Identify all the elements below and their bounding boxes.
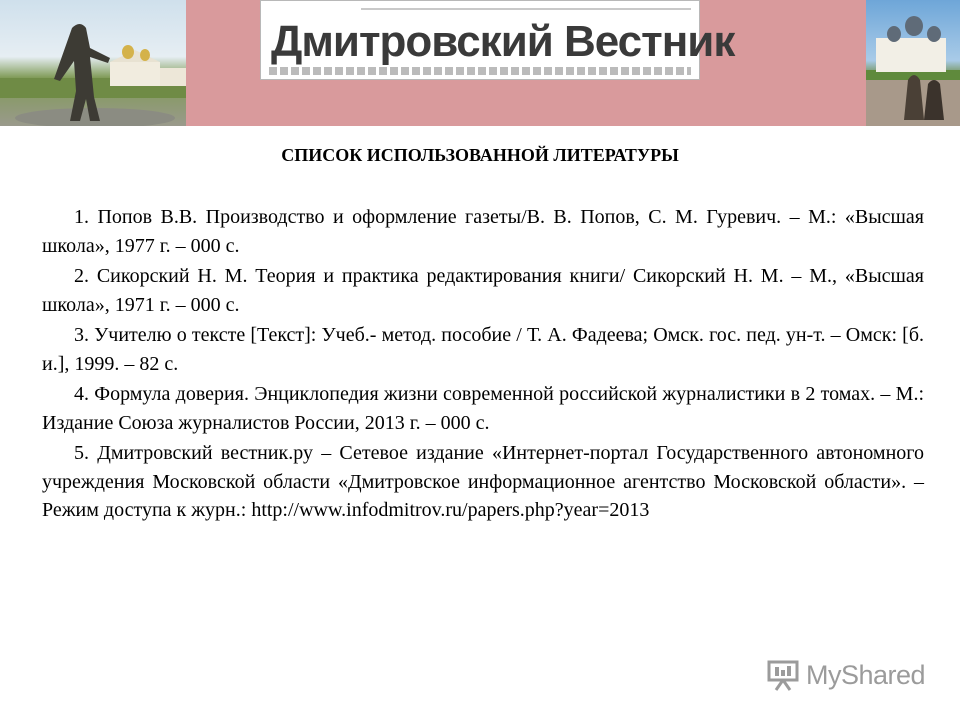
references-heading: СПИСОК ИСПОЛЬЗОВАННОЙ ЛИТЕРАТУРЫ xyxy=(281,145,679,165)
newspaper-masthead xyxy=(260,0,735,80)
header-banner xyxy=(0,0,960,126)
watermark-text: MyShared xyxy=(806,659,926,690)
statue-photo-drawing xyxy=(0,0,186,126)
masthead-subtitle-strip xyxy=(269,67,691,75)
myshared-watermark xyxy=(766,656,936,694)
reference-item: 1. Попов В.В. Производство и оформление газеты/В. В. Попов, С. М. Гуревич. – М.: «Высшая школа», 1977 г. – 000 с. xyxy=(42,206,924,257)
reference-item: 3. Учителю о тексте [Текст]: Учеб.- метод. пособие / Т. А. Фадеева; Омск. гос. пед. ун-т. – Омск: [б. и.], 1999. – 82 с. xyxy=(42,324,924,375)
masthead-top-rule xyxy=(361,7,691,11)
reference-item: 2. Сикорский Н. М. Теория и практика редактирования книги/ Сикорский Н. М. – М., «Высшая школа», 1971 г. – 000 с. xyxy=(42,265,924,316)
masthead-title: Дмитровский Вестник xyxy=(271,17,735,66)
left-header-photo xyxy=(0,0,186,126)
reference-item: 5. Дмитровский вестник.ру – Сетевое издание «Интернет-портал Государственного автономного учреждения Московской области «Дмитровское информационное агентство Московской области». – Режим доступа к журн.: http://www.infodmitrov.ru/papers.php?year=2013 xyxy=(42,442,924,521)
cathedral-photo-drawing xyxy=(866,0,960,126)
reference-item: 4. Формула доверия. Энциклопедия жизни современной российской журналистики в 2 томах. – М.: Издание Союза журналистов России, 2013 г. – 000 с. xyxy=(42,383,924,434)
presentation-screen-icon xyxy=(766,658,800,692)
references-list xyxy=(42,203,924,527)
right-header-photo xyxy=(866,0,960,126)
